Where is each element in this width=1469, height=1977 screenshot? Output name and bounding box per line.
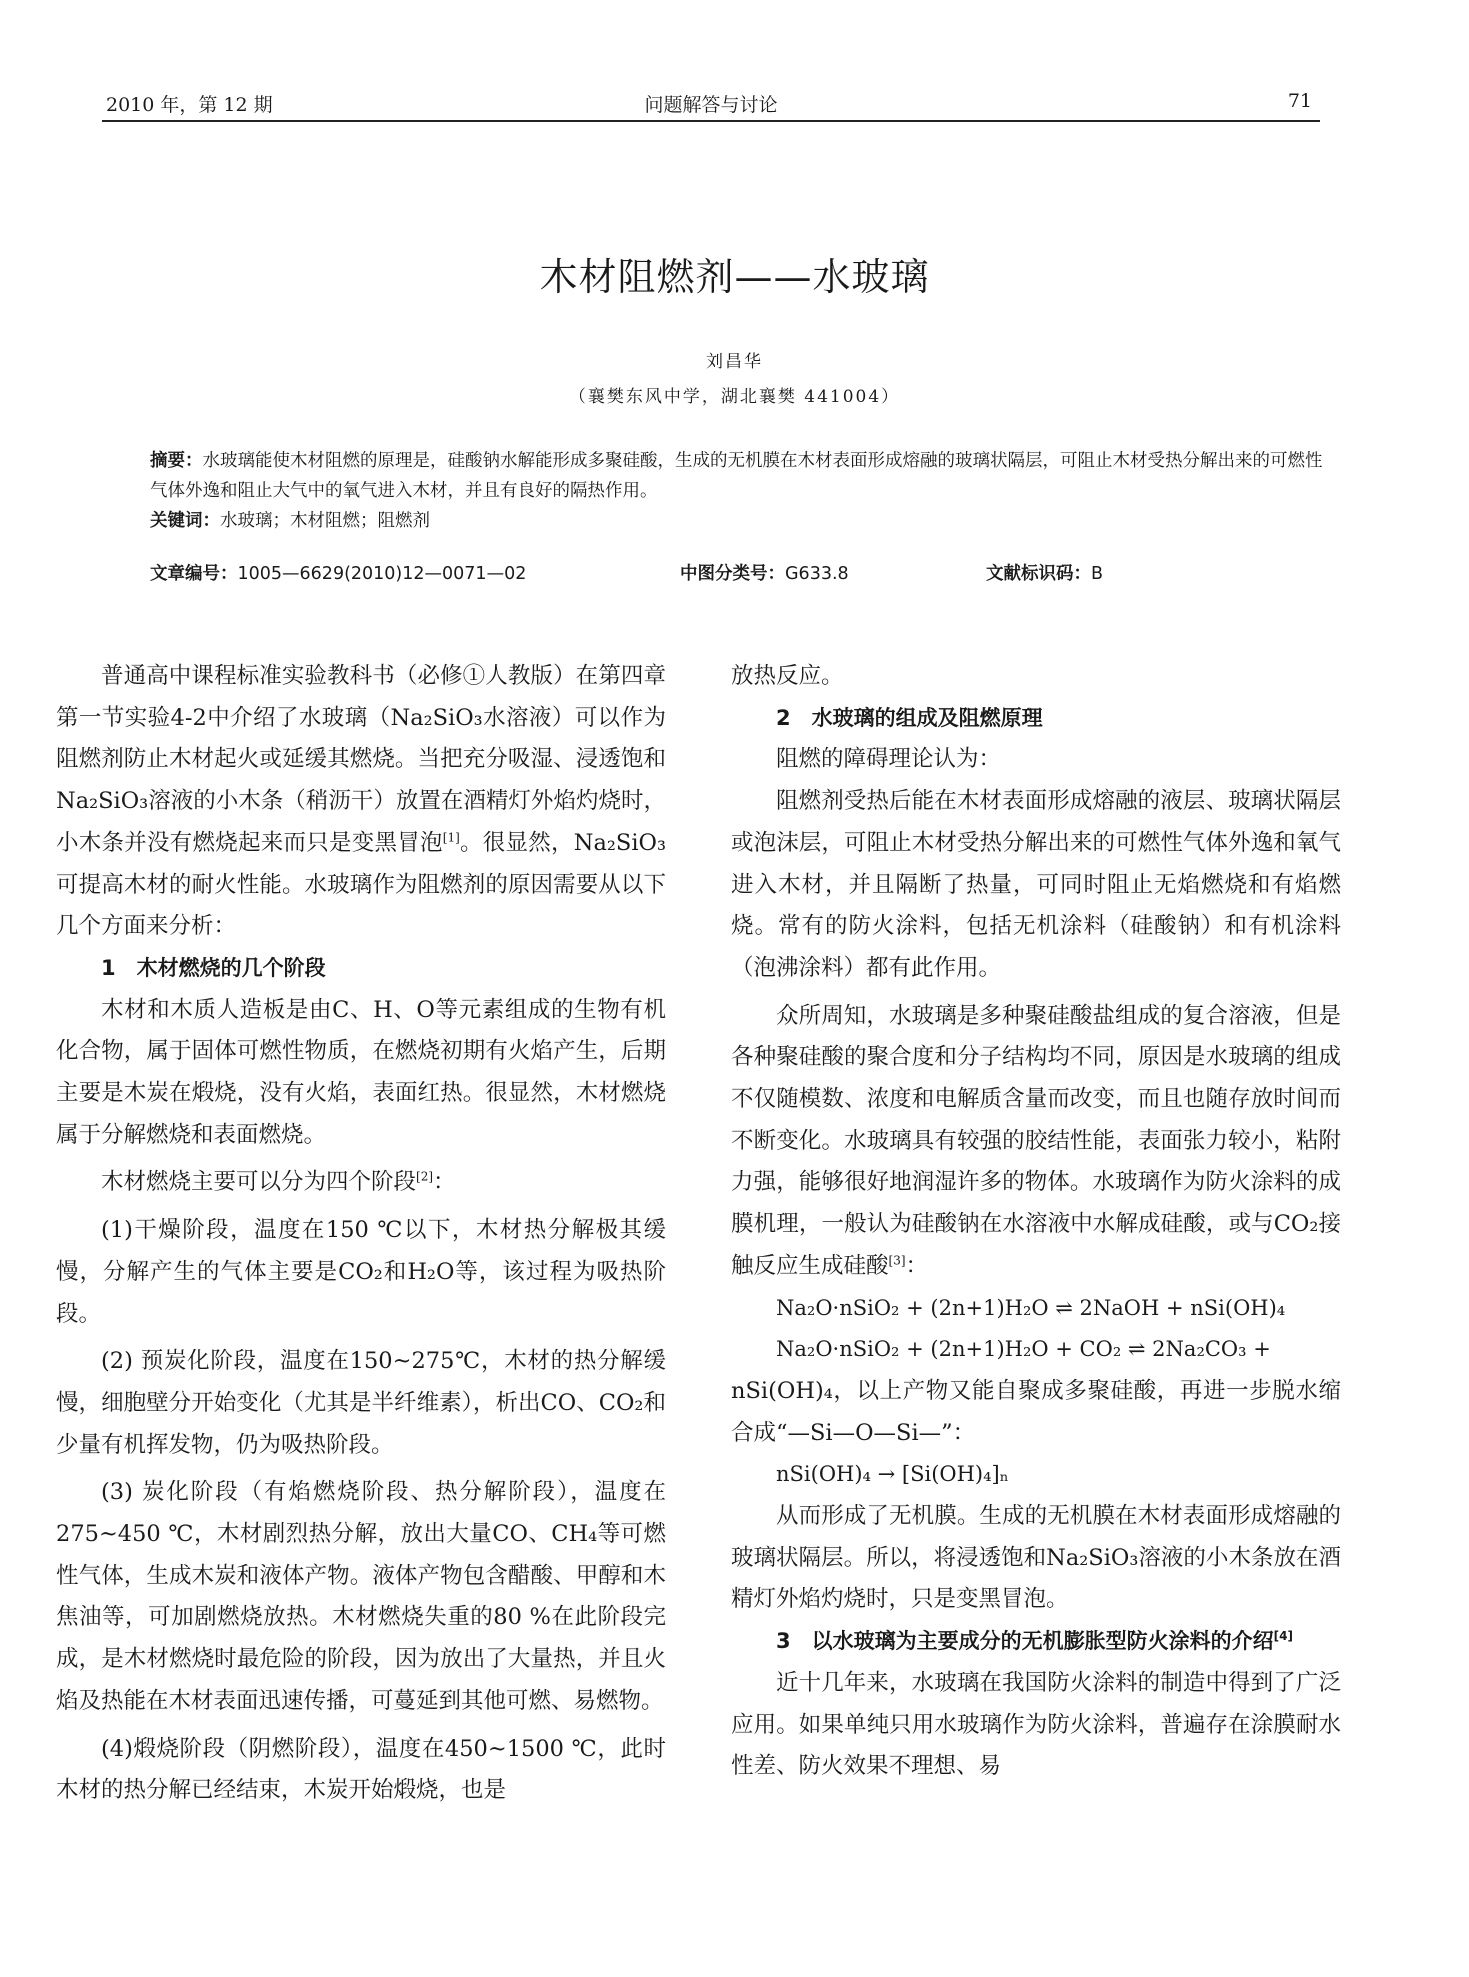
paragraph: 从而形成了无机膜。生成的无机膜在木材表面形成熔融的玻璃状隔层。所以，将浸透饱和Na₂SiO₃溶液的小木条放在酒精灯外焰灼烧时，只是变黑冒泡。 (731, 1503, 1341, 1613)
paragraph: (3) 炭化阶段（有焰燃烧阶段、热分解阶段），温度在275~450 ℃，木材剧烈热分解，放出大量CO、CH₄等可燃性气体，生成木炭和液体产物。液体产物包含醋酸、甲醇和木焦油等，可加剧燃烧放热。木材燃烧失重的80 %在此阶段完成，是木材燃烧时最危险的阶段，因为放出了大量热，并且火焰及热能在木材表面迅速传播，可蔓延到其他可燃、易燃物。 (56, 1479, 666, 1714)
paragraph: 阻燃的障碍理论认为： (776, 746, 1002, 773)
citation: [3] (888, 1253, 906, 1268)
section-heading-1: 1 木材燃烧的几个阶段 (101, 955, 326, 980)
abstract-label: 摘要： (150, 451, 203, 471)
section-heading-2: 2 水玻璃的组成及阻燃原理 (776, 705, 1043, 730)
equation-2: Na₂O·nSiO₂ + (2n+1)H₂O + CO₂ ⇌ 2Na₂CO₃ + (776, 1337, 1271, 1362)
paragraph: 放热反应。 (731, 663, 844, 689)
abstract-body (150, 446, 1330, 506)
paragraph: (1)干燥阶段，温度在150 ℃以下，木材热分解极其缓慢，分解产生的气体主要是CO₂和H₂O等，该过程为吸热阶段。 (56, 1217, 666, 1327)
author-affiliation: （襄樊东风中学，湖北襄樊 441004） (568, 387, 901, 407)
journal-issue: 2010 年，第 12 期 (106, 94, 273, 116)
article-title: 木材阻燃剂——水玻璃 (539, 255, 930, 299)
page-number: 71 (1287, 90, 1312, 112)
paragraph: 众所周知，水玻璃是多种聚硅酸盐组成的复合溶液，但是各种聚硅酸的聚合度和分子结构均不同，原因是水玻璃的组成不仅随模数、浓度和电解质含量而改变，而且也随存放时间而不断变化。水玻璃具有较强的胶结性能，表面张力较小，粘附力强，能够很好地润湿许多的物体。水玻璃作为防火涂料的成膜机理，一般认为硅酸钠在水溶液中水解成硅酸，或与CO₂接触反应生成硅酸[3]： (731, 1002, 1341, 1279)
paragraph: 普通高中课程标准实验教科书（必修①人教版）在第四章第一节实验4-2中介绍了水玻璃（Na₂SiO₃水溶液）可以作为阻燃剂防止木材起火或延缓其燃烧。当把充分吸湿、浸透饱和Na₂SiO₃溶液的小木条（稍沥干）放置在酒精灯外焰灼烧时，小木条并没有燃烧起来而只是变黑冒泡[1]。很显然，Na₂SiO₃可提高木材的耐火性能。水玻璃作为阻燃剂的原因需要从以下几个方面来分析： (56, 663, 666, 940)
author-name: 刘昌华 (706, 352, 763, 372)
paragraph: 近十几年来，水玻璃在我国防火涂料的制造中得到了广泛应用。如果单纯只用水玻璃作为防火涂料，普遍存在涂膜耐水性差、防火效果不理想、易 (731, 1669, 1341, 1780)
citation: [1] (442, 830, 460, 845)
equation-3: nSi(OH)₄ → [Si(OH)₄]ₙ (776, 1462, 1009, 1487)
running-header (102, 86, 1320, 122)
paragraph: (2) 预炭化阶段，温度在150~275℃，木材的热分解缓慢，细胞壁分开始变化（尤其是半纤维素），析出CO、CO₂和少量有机挥发物，仍为吸热阶段。 (56, 1348, 666, 1458)
section-name: 问题解答与讨论 (644, 94, 778, 116)
keywords (150, 506, 1330, 536)
paragraph: nSi(OH)₄，以上产物又能自聚成多聚硅酸，再进一步脱水缩合成“—Si—O—Si—”： (731, 1377, 1341, 1446)
paragraph: 木材燃烧主要可以分为四个阶段[2]： (101, 1169, 456, 1196)
left-column (56, 656, 666, 1812)
keywords-label: 关键词： (150, 511, 220, 531)
citation: [2] (416, 1169, 434, 1184)
right-column (731, 656, 1341, 1788)
paragraph: (4)煅烧阶段（阴燃阶段），温度在450~1500 ℃，此时木材的热分解已经结束，木炭开始煅烧，也是 (56, 1735, 666, 1804)
article-meta (150, 560, 1330, 590)
paragraph: 木材和木质人造板是由C、H、O等元素组成的生物有机化合物，属于固体可燃性物质，在燃烧初期有火焰产生，后期主要是木炭在煅烧，没有火焰，表面红热。很显然，木材燃烧属于分解燃烧和表面燃烧。 (56, 996, 666, 1148)
keywords-text: 水玻璃；木材阻燃；阻燃剂 (220, 511, 430, 531)
abstract-text: 水玻璃能使木材阻燃的原理是，硅酸钠水解能形成多聚硅酸，生成的无机膜在木材表面形成熔融的玻璃状隔层，可阻止木材受热分解出来的可燃性气体外逸和阻止大气中的氧气进入木材，并且有良好的隔热作用。 (150, 451, 1323, 501)
article-number: 文章编号：1005—6629(2010)12—0071—02 (150, 564, 527, 584)
clc-number: 中图分类号：G633.8 (680, 564, 849, 584)
paragraph: 阻燃剂受热后能在木材表面形成熔融的液层、玻璃状隔层或泡沫层，可阻止木材受热分解出来的可燃性气体外逸和氧气进入木材，并且隔断了热量，可同时阻止无焰燃烧和有焰燃烧。常有的防火涂料，包括无机涂料（硅酸钠）和有机涂料（泡沸涂料）都有此作用。 (731, 788, 1341, 981)
abstract (150, 446, 1330, 536)
document-code: 文献标识码：B (986, 564, 1104, 584)
equation-1: Na₂O·nSiO₂ + (2n+1)H₂O ⇌ 2NaOH + nSi(OH)₄ (776, 1295, 1286, 1320)
section-heading-3: 3 以水玻璃为主要成分的无机膨胀型防火涂料的介绍[4] (776, 1629, 1293, 1654)
citation: [4] (1273, 1629, 1293, 1644)
